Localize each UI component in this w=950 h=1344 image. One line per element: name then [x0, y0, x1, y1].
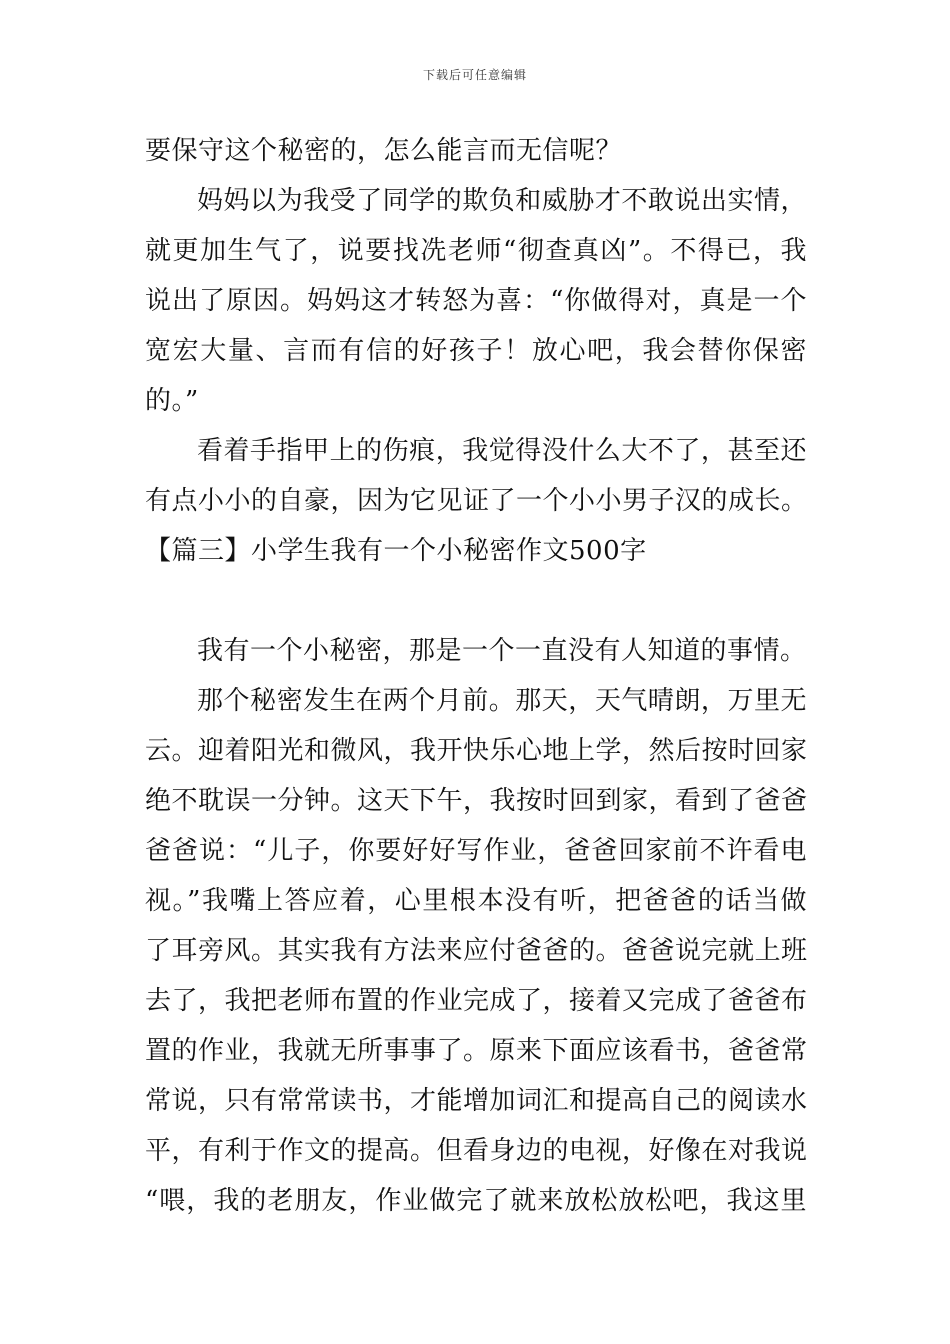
text-line: 常说，只有常常读书，才能增加词汇和提高自己的阅读水: [145, 1086, 808, 1116]
text-line: 爸爸说：“儿子，你要好好写作业，爸爸回家前不许看电: [145, 836, 807, 866]
text-line: 就更加生气了，说要找冼老师“彻查真凶”。不得已，我: [145, 236, 807, 266]
text-line: 平，有利于作文的提高。但看身边的电视，好像在对我说: [145, 1136, 808, 1166]
text-line: 云。迎着阳光和微风，我开快乐心地上学，然后按时回家: [145, 736, 808, 766]
text-line: 要保守这个秘密的，怎么能言而无信呢？: [145, 136, 623, 166]
text-line: 绝不耽误一分钟。这天下午，我按时回到家，看到了爸爸: [145, 786, 808, 816]
text-line: 我有一个小秘密，那是一个一直没有人知道的事情。: [197, 636, 807, 666]
text-line: 置的作业，我就无所事事了。原来下面应该看书，爸爸常: [145, 1036, 808, 1066]
text-line: 视。”我嘴上答应着，心里根本没有听，把爸爸的话当做: [145, 886, 807, 916]
text-line: 看着手指甲上的伤痕，我觉得没什么大不了，甚至还: [197, 436, 807, 466]
section-heading: 【篇三】小学生我有一个小秘密作文500字: [145, 536, 647, 566]
document-body: [145, 126, 807, 1226]
text-line: 妈妈以为我受了同学的欺负和威胁才不敢说出实情，: [197, 186, 807, 216]
text-line: 有点小小的自豪，因为它见证了一个小小男子汉的成长。: [145, 486, 808, 516]
text-line: 去了，我把老师布置的作业完成了，接着又完成了爸爸布: [145, 986, 808, 1016]
text-line: 的。”: [145, 386, 199, 416]
text-line: “喂，我的老朋友，作业做完了就来放松放松吧，我这里: [145, 1186, 807, 1216]
text-line: 了耳旁风。其实我有方法来应付爸爸的。爸爸说完就上班: [145, 936, 808, 966]
text-line: 说出了原因。妈妈这才转怒为喜：“你做得对，真是一个: [145, 286, 807, 316]
text-line: 宽宏大量、言而有信的好孩子！放心吧，我会替你保密: [145, 336, 807, 366]
blank-gap: [145, 576, 807, 626]
text-line: 那个秘密发生在两个月前。那天，天气晴朗，万里无: [197, 686, 807, 716]
header-note: 下载后可任意编辑: [422, 68, 527, 82]
